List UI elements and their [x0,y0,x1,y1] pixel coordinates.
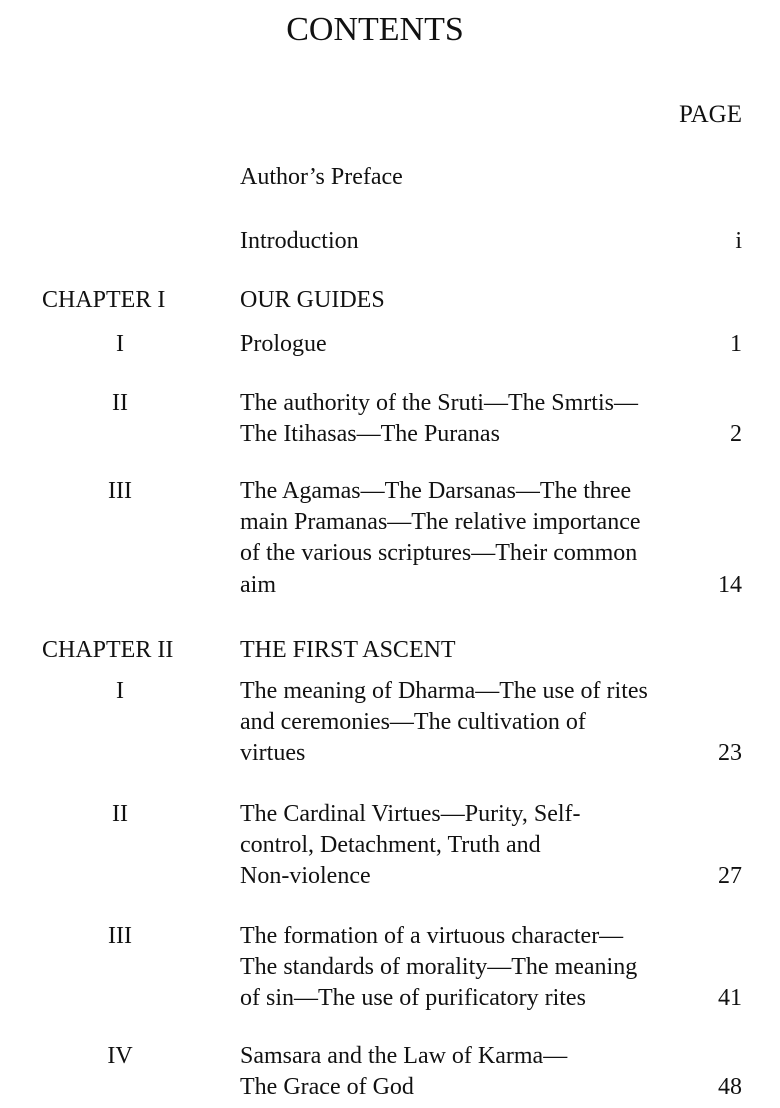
page-number: 2 [730,421,742,448]
entry-text-line: aim [240,571,276,598]
page-number: 27 [718,863,742,890]
entry-text-line: Prologue [240,331,327,357]
entry-text-line: The Cardinal Virtues—Purity, Self- [240,801,581,827]
entry-text-line: control, Detachment, Truth and [240,832,541,859]
section-number: I [116,331,124,357]
section-number: III [108,478,132,504]
page-number: 1 [730,331,742,357]
page-title: CONTENTS [286,11,464,48]
section-number: I [116,678,124,704]
entry-text-line: The formation of a virtuous character— [240,923,624,949]
page-number: 41 [718,985,742,1012]
entry-text-line: Introduction [240,228,359,254]
entry-text-line: of sin—The use of purificatory rites [240,985,586,1012]
entry-text-line: The authority of the Sruti—The Smrtis— [240,390,638,416]
entry-text-line: The Itihasas—The Puranas [240,421,500,448]
entry-text-line: OUR GUIDES [240,287,385,313]
entry-text-line: and ceremonies—The cultivation of [240,709,586,736]
entry-text-line: Author’s Preface [240,164,403,190]
section-number: IV [107,1043,133,1069]
entry-text-line: Non-violence [240,863,371,890]
entry-text-line: The Grace of God [240,1074,414,1101]
entry-text-line: Samsara and the Law of Karma— [240,1043,568,1069]
entry-text-line: The meaning of Dharma—The use of rites [240,678,648,704]
section-number: II [112,801,128,827]
chapter-label: CHAPTER II [42,637,174,663]
section-number: II [112,390,128,416]
chapter-label: CHAPTER I [42,287,166,313]
entry-text-line: The standards of morality—The meaning [240,954,638,981]
entry-text-line: main Pramanas—The relative importance [240,509,641,536]
page-number: 48 [718,1074,742,1101]
page-number: 14 [718,571,742,598]
page-number: 23 [718,740,742,767]
page-number: i [735,228,742,254]
entry-text-line: virtues [240,740,306,767]
page-column-header: PAGE [679,101,742,128]
section-number: III [108,923,132,949]
entry-text-line: The Agamas—The Darsanas—The three [240,478,632,504]
entry-text-line: THE FIRST ASCENT [240,637,456,663]
entry-text-line: of the various scriptures—Their common [240,540,638,567]
